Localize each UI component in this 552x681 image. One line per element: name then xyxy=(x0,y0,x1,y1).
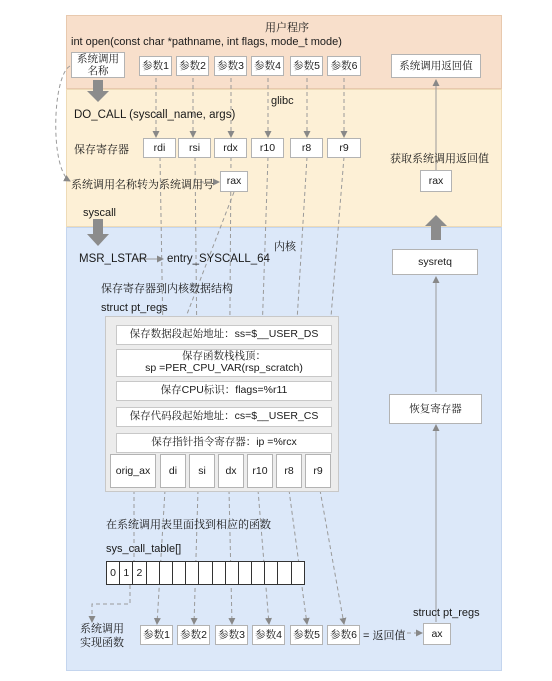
impl-param-5: 参数5 xyxy=(290,625,323,645)
line-si-param2 xyxy=(194,490,198,624)
user-param-5: 参数5 xyxy=(290,56,323,76)
syscall-return-value-box: 系统调用返回值 xyxy=(391,54,481,78)
find-function-label: 在系统调用表里面找到相应的函数 xyxy=(106,519,271,531)
reg-rdi: rdi xyxy=(143,138,176,158)
glibc-title: glibc xyxy=(271,95,294,107)
user-param-3: 参数3 xyxy=(214,56,247,76)
syscall-label: syscall xyxy=(83,207,117,219)
line-r10-param4 xyxy=(258,490,269,624)
impl-param-4: 参数4 xyxy=(252,625,285,645)
reg-r9: r9 xyxy=(327,138,361,158)
big-arrow-user-glibc xyxy=(87,80,109,102)
impl-param-3: 参数3 xyxy=(215,625,248,645)
struct-row-cs: 保存代码段起始地址：cs=$__USER_CS xyxy=(116,407,332,427)
kernel-title: 内核 xyxy=(274,241,296,253)
struct-reg-si: si xyxy=(189,454,215,488)
struct-reg-orig-ax: orig_ax xyxy=(110,454,156,488)
convert-name-label: 系统调用名称转为系统调用号 xyxy=(71,179,214,191)
table-cell xyxy=(277,561,291,585)
user-param-4: 参数4 xyxy=(251,56,284,76)
line-table-impl xyxy=(92,585,130,622)
line-r9-param6 xyxy=(320,490,344,624)
impl-param-1: 参数1 xyxy=(140,625,173,645)
table-cell: 2 xyxy=(132,561,146,585)
struct-reg-dx: dx xyxy=(218,454,244,488)
struct-row-ip: 保存指针指令寄存器：ip =%rcx xyxy=(116,433,332,453)
table-cell xyxy=(146,561,160,585)
line-name-convert xyxy=(56,66,70,181)
struct-reg-r8: r8 xyxy=(276,454,302,488)
table-cell xyxy=(198,561,212,585)
sys-call-table xyxy=(107,561,305,585)
big-arrow-sysretq-up xyxy=(425,215,447,240)
syscall-name-box: 系统调用 名称 xyxy=(71,52,125,78)
struct-pt-regs-label: struct pt_regs xyxy=(101,302,168,314)
table-cell xyxy=(185,561,199,585)
reg-r10: r10 xyxy=(251,138,284,158)
get-return-value-label: 获取系统调用返回值 xyxy=(390,153,489,165)
table-cell xyxy=(225,561,239,585)
reg-r8: r8 xyxy=(290,138,323,158)
save-registers-label: 保存寄存器 xyxy=(74,144,129,156)
table-cell xyxy=(159,561,173,585)
line-r8-param5 xyxy=(289,490,307,624)
table-cell: 1 xyxy=(119,561,133,585)
syscall-impl-label: 系统调用 实现函数 xyxy=(80,623,124,649)
user-param-1: 参数1 xyxy=(139,56,172,76)
impl-param-2: 参数2 xyxy=(177,625,210,645)
table-cell xyxy=(264,561,278,585)
rax-syscall-number-box: rax xyxy=(220,171,248,192)
table-cell xyxy=(251,561,265,585)
sys-call-table-label: sys_call_table[] xyxy=(106,543,182,555)
struct-reg-r10: r10 xyxy=(247,454,273,488)
struct-reg-r9: r9 xyxy=(305,454,331,488)
struct-row-ss: 保存数据段起始地址：ss=$__USER_DS xyxy=(116,325,332,345)
struct-row-sp: 保存函数栈栈顶： sp =PER_CPU_VAR(rsp_scratch) xyxy=(116,349,332,377)
impl-param-6: 参数6 xyxy=(327,625,360,645)
line-dx-param3 xyxy=(229,490,232,624)
big-arrow-syscall xyxy=(87,219,109,246)
line-di-param1 xyxy=(157,490,165,624)
save-to-struct-label: 保存寄存器到内核数据结构 xyxy=(101,283,233,295)
entry-syscall-label: entry_SYSCALL_64 xyxy=(167,253,270,265)
user-param-2: 参数2 xyxy=(176,56,209,76)
struct-pt-regs-bottom-label: struct pt_regs xyxy=(413,607,480,619)
equals-return-value-label: = 返回值 xyxy=(363,630,406,642)
msr-lstar-label: MSR_LSTAR xyxy=(79,253,148,265)
restore-registers-box: 恢复寄存器 xyxy=(389,394,482,424)
struct-reg-di: di xyxy=(160,454,186,488)
reg-rdx: rdx xyxy=(214,138,247,158)
reg-rsi: rsi xyxy=(178,138,211,158)
table-cell xyxy=(291,561,305,585)
sysretq-box: sysretq xyxy=(392,249,478,275)
rax-return-box: rax xyxy=(420,170,452,192)
table-cell xyxy=(212,561,226,585)
open-signature: int open(const char *pathname, int flags, mode_t mode) xyxy=(71,36,342,48)
table-cell xyxy=(238,561,252,585)
ax-box: ax xyxy=(423,623,451,645)
user-param-6: 参数6 xyxy=(327,56,361,76)
user-space-title: 用户程序 xyxy=(265,22,309,34)
do-call-label: DO_CALL (syscall_name, args) xyxy=(74,109,236,121)
table-cell: 0 xyxy=(106,561,120,585)
table-cell xyxy=(172,561,186,585)
struct-row-flags: 保存CPU标识：flags=%r11 xyxy=(116,381,332,401)
